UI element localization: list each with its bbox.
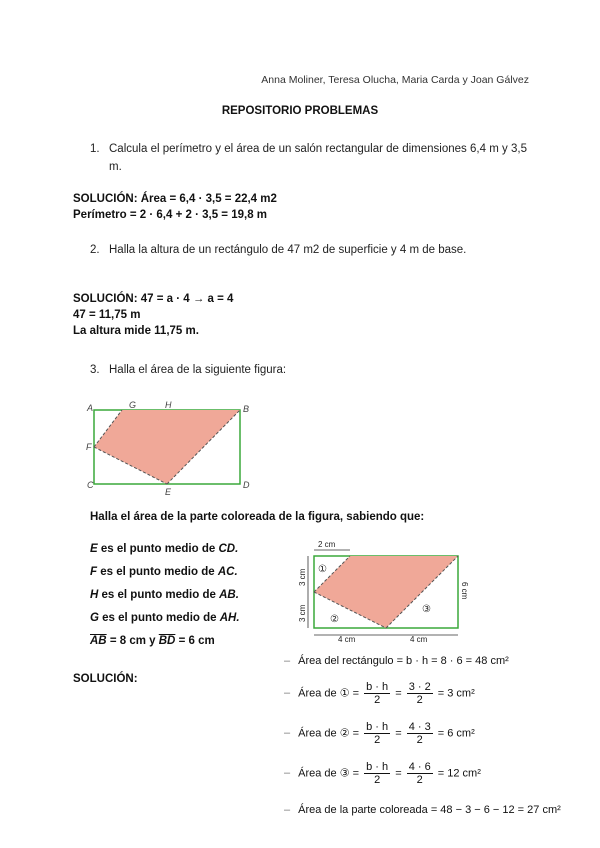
calc-2: – Área de ① = $\frac{b \cdot h}{2}$ = $\frac{3 \cdot 2}{2}$ = 3 cm² bbox=[284, 681, 475, 706]
fact-3-point: H bbox=[90, 589, 99, 601]
segment-bd: $\overline{BD}$ bbox=[158, 635, 176, 647]
fact-1-segment: CD. bbox=[218, 543, 239, 555]
label-c: C bbox=[87, 480, 94, 490]
calc-3-num-2: 4 · 3 bbox=[408, 721, 431, 733]
page-title: REPOSITORIO PROBLEMAS bbox=[221, 105, 379, 117]
calc-2-num-2: 3 · 2 bbox=[408, 681, 431, 693]
solution-2-line2: 47 = 11,75 m bbox=[73, 309, 141, 321]
region-3-label: ③ bbox=[422, 604, 431, 615]
problem-3-number: 3. bbox=[90, 364, 100, 376]
solution-2 bbox=[73, 291, 233, 339]
fact-3-segment: AB. bbox=[219, 589, 239, 601]
calc-2-frac-1 bbox=[364, 681, 390, 706]
fact-2-segment: AC. bbox=[217, 566, 238, 578]
fact-2-point: F bbox=[90, 566, 98, 578]
problem-2-number: 2. bbox=[90, 244, 100, 256]
calc-2-den-2: 2 bbox=[416, 694, 423, 706]
dim-bottom-right-label: 4 cm bbox=[410, 635, 428, 644]
dim-top-label: 2 cm bbox=[318, 540, 336, 549]
fact-4-text: es el punto medio de bbox=[102, 612, 217, 624]
calc-3-prefix: Área de ② = bbox=[298, 727, 360, 740]
dim-left-top-label: 3 cm bbox=[298, 568, 307, 586]
ab-value: = 8 cm y bbox=[109, 635, 156, 647]
segment-ab: $\overline{AB}$ bbox=[90, 635, 107, 647]
problem-2-text: Halla la altura de un rectángulo de 47 m2 de superficie y 4 m de base. bbox=[109, 244, 467, 256]
label-b: B bbox=[243, 404, 250, 414]
bd-value: = 6 cm bbox=[178, 635, 215, 647]
calc-3-den-2: 2 bbox=[416, 734, 423, 746]
solution-3-label: SOLUCIÓN: bbox=[73, 673, 138, 685]
calc-3: – Área de ② = $\frac{b \cdot h}{2}$ = $\frac{4 \cdot 3}{2}$ = 6 cm² bbox=[284, 721, 475, 746]
solution-2-line1: SOLUCIÓN: 47 = a · 4 → a = 4 bbox=[73, 293, 234, 305]
figure-1 bbox=[84, 396, 264, 500]
calc-3-num-1: b · h bbox=[366, 721, 389, 733]
calc-3-den-1: 2 bbox=[374, 734, 381, 746]
fact-4-point: G bbox=[90, 612, 99, 624]
calc-1-text: Área del rectángulo = b · h = 8 · 6 = 48 cm² bbox=[298, 655, 509, 667]
calc-2-prefix: Área de ① = bbox=[298, 687, 360, 700]
fact-2 bbox=[90, 561, 240, 584]
problem-3-text: Halla el área de la siguiente figura: bbox=[109, 364, 287, 376]
region-2-label: ② bbox=[330, 614, 339, 625]
fact-5 bbox=[90, 630, 240, 653]
fact-3 bbox=[90, 584, 240, 607]
solution-1-line2: Perímetro = 2 · 6,4 + 2 · 3,5 = 19,8 m bbox=[73, 209, 268, 221]
label-g: G bbox=[129, 400, 137, 410]
calc-4-prefix: Área de ③ = bbox=[298, 767, 360, 780]
fact-4 bbox=[90, 607, 240, 630]
calc-3-dash: – bbox=[284, 727, 291, 740]
calc-3-frac-1 bbox=[364, 721, 390, 746]
fact-1-point: E bbox=[90, 543, 98, 555]
problem-1-number: 1. bbox=[90, 143, 100, 155]
calc-2-frac-2 bbox=[407, 681, 433, 706]
calc-2-dash: – bbox=[284, 687, 291, 700]
figure-1-shaded-region bbox=[94, 410, 240, 484]
subtitle: Halla el área de la parte coloreada de la figura, sabiendo que: bbox=[90, 511, 425, 523]
fact-1 bbox=[90, 538, 240, 561]
solution-2-line3: La altura mide 11,75 m. bbox=[73, 325, 199, 337]
calc-4-den-2: 2 bbox=[416, 774, 423, 786]
figure-2 bbox=[294, 536, 474, 644]
calc-4-dash: – bbox=[284, 767, 291, 780]
calc-2-result: = 3 cm² bbox=[437, 687, 475, 700]
label-h: H bbox=[165, 400, 172, 410]
calc-4-den-1: 2 bbox=[374, 774, 381, 786]
calc-1-dash: – bbox=[284, 655, 291, 667]
fact-1-text: es el punto medio de bbox=[100, 543, 216, 555]
solution-1-line1: SOLUCIÓN: Área = 6,4 · 3,5 = 22,4 m2 bbox=[73, 193, 277, 205]
fact-3-text: es el punto medio de bbox=[101, 589, 216, 601]
calc-4-result: = 12 cm² bbox=[437, 767, 481, 780]
calc-4: – Área de ③ = $\frac{b \cdot h}{2}$ = $\frac{4 \cdot 6}{2}$ = 12 cm² bbox=[284, 761, 481, 786]
calc-5-dash: – bbox=[284, 804, 291, 816]
authors: Anna Moliner, Teresa Olucha, Maria Carda y Joan Gálvez bbox=[261, 74, 529, 86]
dim-right-label: 6 cm bbox=[460, 582, 469, 600]
problem-1-text: Calcula el perímetro y el área de un salón rectangular de dimensiones 6,4 m y 3,5 m. bbox=[109, 143, 527, 173]
calc-2-den-1: 2 bbox=[374, 694, 381, 706]
dim-left-bottom-label: 3 cm bbox=[298, 604, 307, 622]
calc-3-result: = 6 cm² bbox=[437, 727, 475, 740]
calc-4-num-1: b · h bbox=[366, 761, 389, 773]
solution-1 bbox=[73, 191, 277, 223]
dim-bottom-left-label: 4 cm bbox=[338, 635, 356, 644]
facts-list bbox=[90, 538, 240, 653]
calc-5-text: Área de la parte coloreada = 48 − 3 − 6 − 12 = 27 cm² bbox=[298, 804, 561, 816]
fact-2-text: es el punto medio de bbox=[100, 566, 215, 578]
calc-1 bbox=[284, 655, 509, 667]
region-1-label: ① bbox=[318, 564, 327, 575]
calc-5 bbox=[284, 804, 561, 816]
calc-3-frac-2 bbox=[407, 721, 433, 746]
label-d: D bbox=[243, 480, 250, 490]
label-a: A bbox=[87, 403, 94, 413]
calc-4-frac-2 bbox=[407, 761, 433, 786]
label-e: E bbox=[165, 487, 172, 497]
calc-4-frac-1 bbox=[364, 761, 390, 786]
calc-4-num-2: 4 · 6 bbox=[408, 761, 431, 773]
fact-4-segment: AH. bbox=[219, 612, 240, 624]
calc-2-num-1: b · h bbox=[366, 681, 389, 693]
label-f: F bbox=[86, 442, 92, 452]
